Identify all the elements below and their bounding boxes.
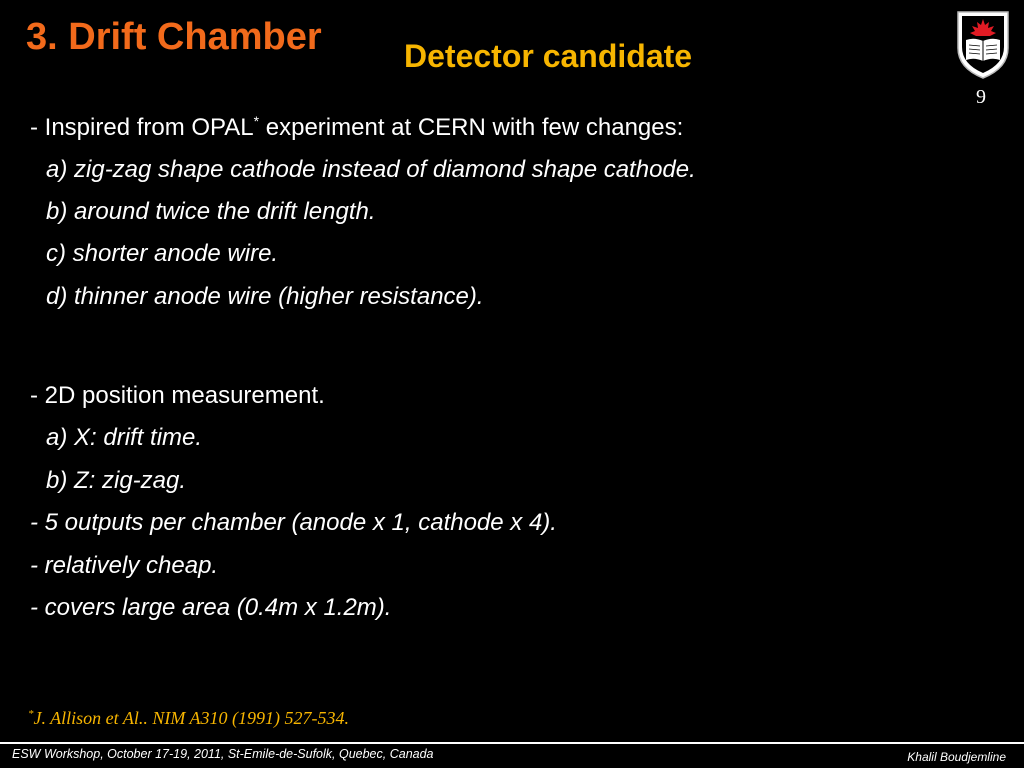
section-title: 3. Drift Chamber: [26, 16, 322, 58]
intro-suffix: experiment at CERN with few changes:: [259, 114, 684, 141]
footnote-text: J. Allison et Al.. NIM A310 (1991) 527-534.: [33, 708, 349, 728]
footnote-marker: *: [28, 708, 34, 720]
cheap-line: - relatively cheap.: [30, 552, 219, 579]
change-item: a) zig-zag shape cathode instead of diamond shape cathode.: [46, 156, 696, 183]
footnote: [28, 708, 349, 729]
position-item: a) X: drift time.: [46, 424, 203, 451]
footer-author: Khalil Boudjemline: [907, 750, 1006, 764]
slide-title: Detector candidate: [404, 38, 693, 74]
footer-event: ESW Workshop, October 17-19, 2011, St-Emile-de-Sufolk, Quebec, Canada: [12, 747, 434, 761]
footer-divider: [0, 742, 1024, 744]
change-item: d) thinner anode wire (higher resistance).: [46, 283, 484, 310]
change-item: b) around twice the drift length.: [46, 198, 376, 225]
change-item: c) shorter anode wire.: [46, 240, 279, 267]
page-number: 9: [976, 86, 986, 108]
area-line: - covers large area (0.4m x 1.2m).: [30, 594, 392, 621]
outputs-line: - 5 outputs per chamber (anode x 1, cathode x 4).: [30, 509, 557, 536]
shield-maple-leaf-book-icon: [954, 8, 1012, 80]
intro-line: [30, 114, 683, 142]
intro-prefix: - Inspired from OPAL: [30, 114, 254, 141]
university-logo: [954, 8, 1012, 80]
position-heading: - 2D position measurement.: [30, 382, 325, 409]
position-item: b) Z: zig-zag.: [46, 467, 187, 494]
intro-footnote-marker: *: [253, 113, 260, 129]
